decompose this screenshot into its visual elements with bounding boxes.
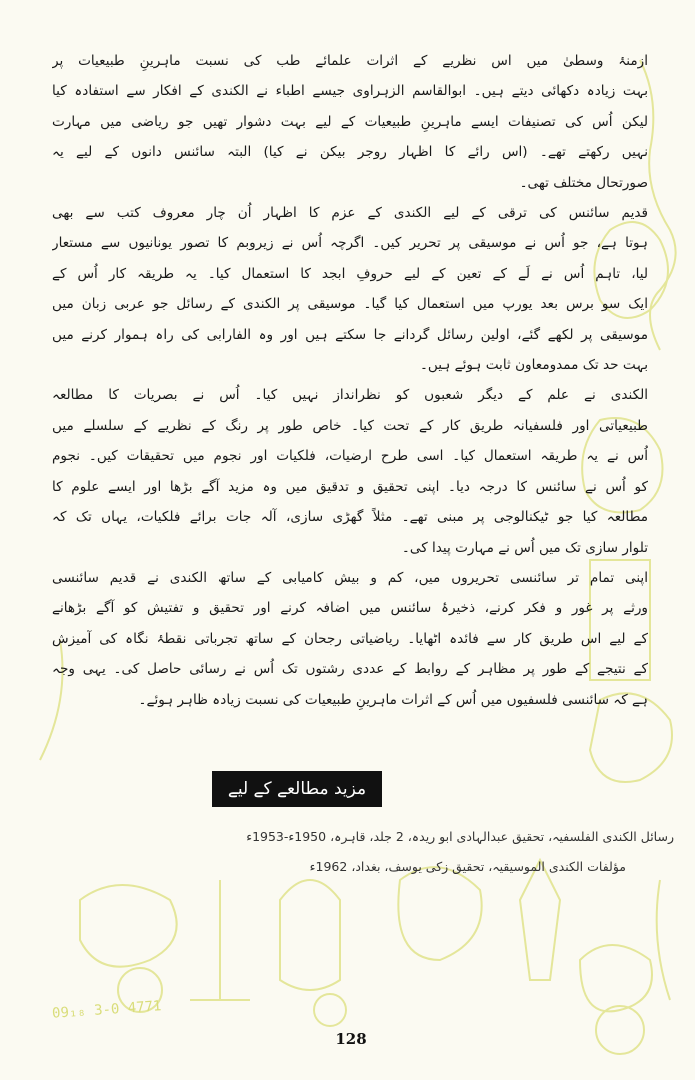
text-line: بہت زیادہ دکھائی دیتے ہیں۔ ابوالقاسم الزہراوی جیسے اطباء نے الکندی کے افکار سے استفادہ کیا — [52, 83, 648, 100]
further-reading-heading: مزید مطالعے کے لیے — [212, 771, 382, 807]
text-line: کو اُس نے سائنس کا درجہ دیا۔ اپنی تحقیق و تدقیق میں وہ مزید آگے بڑھا اور ایسے علوم کا — [52, 478, 648, 495]
reference-list — [20, 822, 674, 882]
text-line: کے لیے اس طریق کار سے فائدہ اٹھایا۔ ریاضیاتی رجحان کے ساتھ تجرباتی نقطۂ نگاہ کی آمیزش — [52, 630, 648, 647]
paragraph-1 — [52, 46, 648, 198]
text-line: لیکن اُس کی تصنیفات ایسے ماہرینِ طبیعیات کے لیے بہت دشوار تھیں جو ریاضی میں مہارت — [52, 113, 648, 130]
article-body — [52, 46, 648, 715]
paragraph-4 — [52, 563, 648, 715]
paragraph-2 — [52, 198, 648, 380]
text-line: الکندی نے علم کے دیگر شعبوں کو نظرانداز نہیں کیا۔ اُس نے بصریات کا مطالعہ — [52, 387, 648, 404]
paragraph-3 — [52, 380, 648, 562]
text-line: مطالعہ کیا جو ٹیکنالوجی پر مبنی تھے۔ مثلاً گھڑی سازی، آلہ جات برائے فلکیات، یہاں تک کہ — [52, 509, 648, 526]
text-line: بہت حد تک ممدومعاون ثابت ہوئے ہیں۔ — [419, 357, 648, 374]
text-line: ایک سو برس بعد یورپ میں استعمال کیا گیا۔ موسیقی پر الکندی کے رسائل جو عربی زبان میں — [52, 296, 648, 313]
reference-item: رسائل الکندی الفلسفیہ، تحقیق عبدالہادی ابو ریدہ، 2 جلد، قاہرہ، 1950ء-1953ء — [246, 829, 674, 844]
text-line: نہیں رکھتے تھے۔ (اس رائے کا اظہار روجر بیکن نے کیا) البتہ سائنس دانوں کے لیے یہ — [52, 144, 648, 161]
text-line: طبیعیاتی اور فلسفیانہ طریق کار کے تحت کیا۔ خاص طور پر رنگ کے نظریے کے سلسلے میں — [52, 417, 648, 434]
text-line: ہوتا ہے، جو اُس نے موسیقی پر تحریر کیں۔ اگرچہ اُس نے زیروبم کا تصور یونانیوں سے مستعار — [52, 235, 648, 252]
text-line: ہے کہ سائنسی فلسفیوں میں اُس کے اثرات ماہرینِ طبیعیات کی نسبت زیادہ ظاہر ہوئے۔ — [138, 691, 648, 708]
text-line: صورتحال مختلف تھی۔ — [519, 174, 648, 191]
text-line: ازمنۂ وسطیٰ میں اس نظریے کے اثرات علمائے طب کی نسبت ماہرینِ طبیعیات پر — [52, 53, 648, 69]
text-line: اپنی تمام تر سائنسی تحریروں میں، کم و بیش کامیابی کے ساتھ الکندی نے قدیم سائنسی — [52, 569, 648, 586]
text-line: ورثے پر غور و فکر کرنے، ذخیرۂ سائنس میں اضافہ کرنے اور تحقیق و تفتیش کو آگے بڑھانے — [52, 600, 648, 617]
text-line: اُس نے یہ طریقہ استعمال کیا۔ اسی طرح ارضیات، فلکیات اور نجوم میں تحقیقات کیں۔ نجوم — [52, 448, 648, 465]
text-line: تلوار سازی تک میں اُس نے مہارت پیدا کی۔ — [401, 539, 648, 556]
text-line: قدیم سائنس کی ترقی کے لیے الکندی کے عزم کا اظہار اُن چار معروف کتب سے بھی — [52, 205, 648, 222]
text-line: لیا، تاہم اُس نے لَے کے تعین کے لیے حروفِ ابجد کا استعمال کیا۔ یہ طریقہ کار اُس کے — [52, 265, 648, 282]
library-stamp: 09₁₈ 3-0 4771 — [51, 998, 163, 1022]
page-number: 128 — [335, 1030, 367, 1048]
text-line: کے نتیجے کے طور پر مظاہر کے روابط کے عددی رشتوں تک اُس نے رسائی حاصل کی۔ یہی وجہ — [52, 661, 648, 678]
reference-item: مؤلفات الکندی الموسیقیہ، تحقیق زکی یوسف، بغداد، 1962ء — [309, 859, 626, 874]
text-line: موسیقی پر لکھے گئے، اولین رسائل گردانے جا سکتے ہیں اور وہ الفارابی کی راہ ہموار کرنے میں — [52, 326, 648, 343]
